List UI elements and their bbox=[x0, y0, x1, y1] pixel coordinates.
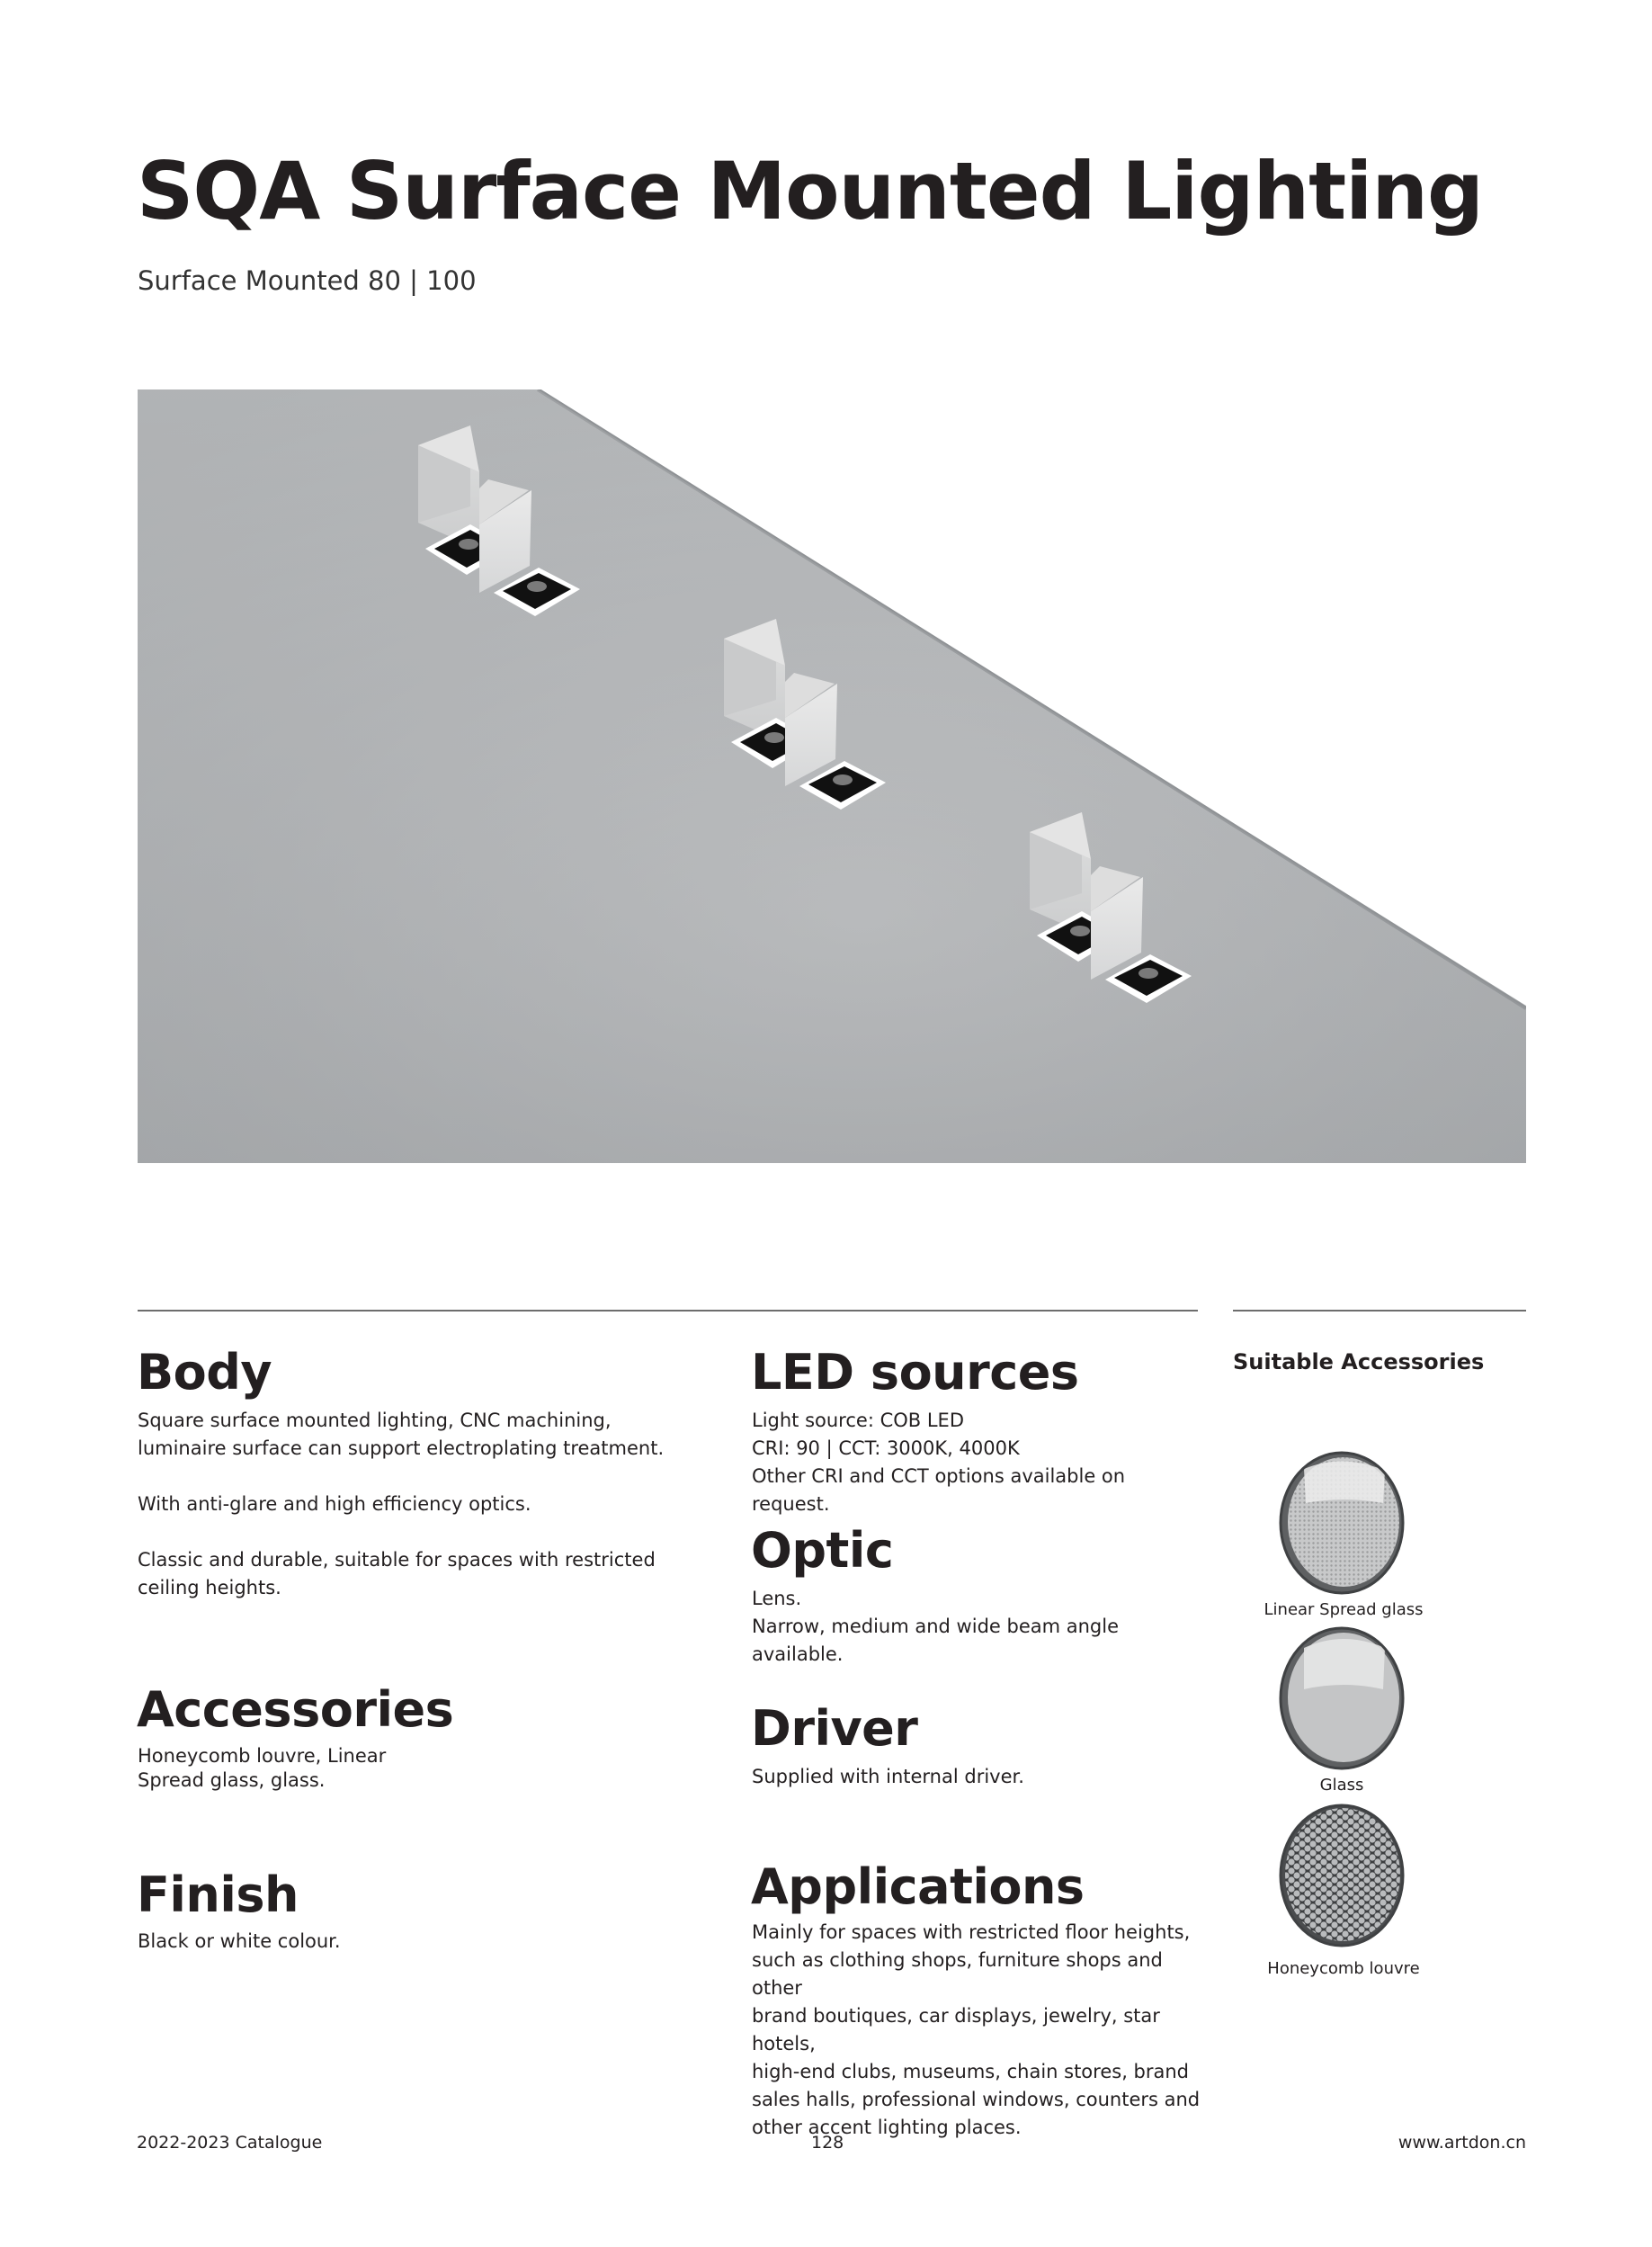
driver-text: Supplied with internal driver. bbox=[752, 1766, 1024, 1787]
section-divider-right bbox=[1233, 1310, 1526, 1311]
accessories-text: Honeycomb louvre, Linear Spread glass, glass. bbox=[138, 1745, 387, 1791]
glass-label: Glass bbox=[1319, 1776, 1364, 1795]
body-heading: Body bbox=[137, 1344, 272, 1401]
section-divider-left bbox=[138, 1310, 1198, 1311]
body-text: Square surface mounted lighting, CNC machining, luminaire surface can support electroplating treatment. With anti-glare and high efficiency optics. Classic and durable, suitable for spaces with restricted ceiling heights. bbox=[138, 1410, 665, 1598]
optic-text: Lens. Narrow, medium and wide beam angle available. bbox=[752, 1588, 1120, 1665]
linear-spread-glass-image bbox=[1275, 1451, 1405, 1595]
honeycomb-louvre-image bbox=[1275, 1804, 1405, 1947]
linear-spread-glass-label: Linear Spread glass bbox=[1264, 1600, 1424, 1619]
accessories-heading: Accessories bbox=[137, 1681, 454, 1738]
honeycomb-louvre-label: Honeycomb louvre bbox=[1267, 1959, 1420, 1978]
applications-text: Mainly for spaces with restricted floor heights, such as clothing shops, furniture shops and other brand boutiques, car displays, jewelry, star hotels, high-end clubs, museums, chain stores, brand sales halls, professional windows, counters and other accent lighting places. bbox=[752, 1921, 1201, 2138]
hero-product-photo bbox=[138, 389, 1526, 1163]
applications-heading: Applications bbox=[751, 1858, 1085, 1915]
page-title: SQA Surface Mounted Lighting bbox=[137, 145, 1483, 237]
led-sources-text: Light source: COB LED CRI: 90 | CCT: 3000K, 4000K Other CRI and CCT options available on request. bbox=[752, 1410, 1126, 1515]
optic-heading: Optic bbox=[751, 1522, 894, 1579]
footer-catalogue: 2022-2023 Catalogue bbox=[137, 2133, 323, 2153]
finish-heading: Finish bbox=[137, 1867, 299, 1923]
suitable-accessories-title: Suitable Accessories bbox=[1233, 1349, 1485, 1374]
page-subtitle: Surface Mounted 80 | 100 bbox=[138, 265, 477, 296]
footer-page-number: 128 bbox=[811, 2133, 844, 2153]
led-sources-heading: LED sources bbox=[751, 1344, 1079, 1401]
driver-heading: Driver bbox=[751, 1700, 918, 1757]
glass-image bbox=[1275, 1626, 1405, 1770]
footer-website: www.artdon.cn bbox=[1398, 2133, 1526, 2153]
finish-text: Black or white colour. bbox=[138, 1930, 341, 1952]
